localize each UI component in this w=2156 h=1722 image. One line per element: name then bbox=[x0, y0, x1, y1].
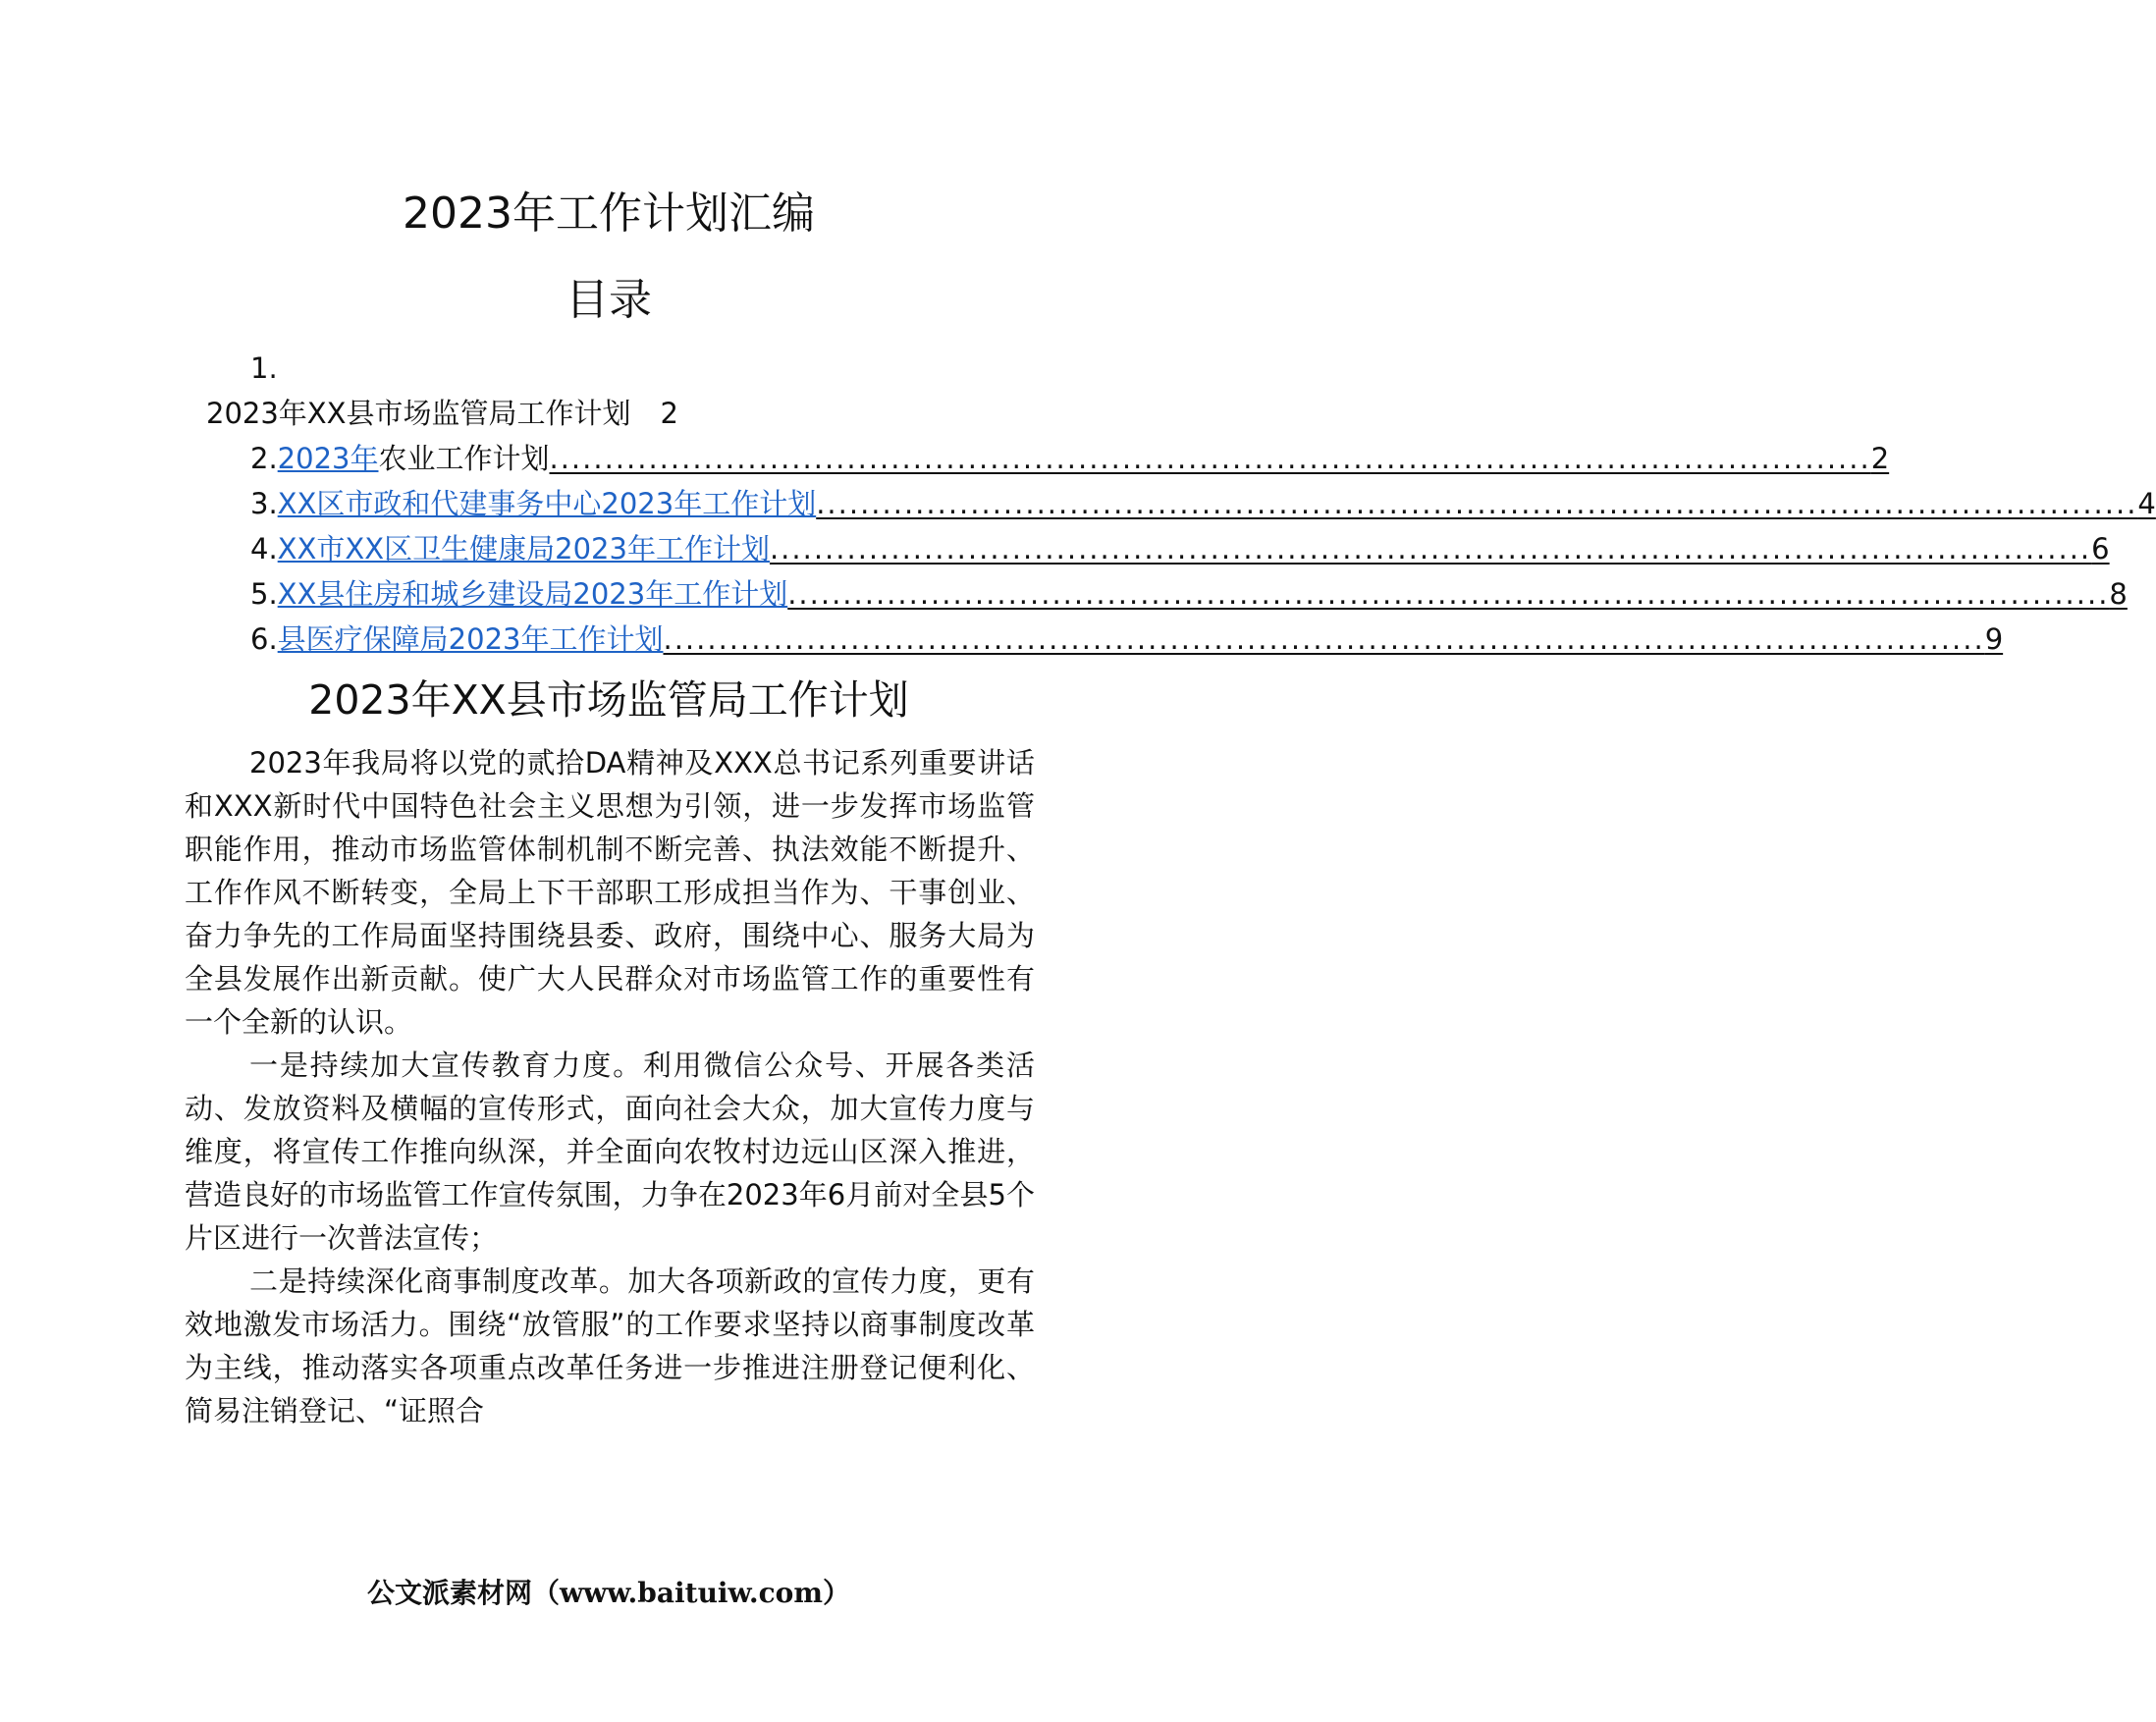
toc-first-number: 1. bbox=[250, 351, 278, 385]
paragraph-intro: 2023年我局将以党的贰拾DA精神及XXX总书记系列重要讲话和XXX新时代中国特色社会主义思想为引领，进一步发挥市场监管职能作用，推动市场监管体制机制不断完善、执法效能不断提升、工作作风不断转变，全局上下干部职工形成担当作为、干事创业、奋力争先的工作局面坚持围绕县委、政府，围绕中心、服务大局为全县发展作出新贡献。使广大人民群众对市场监管工作的重要性有一个全新的认识。 bbox=[185, 746, 1035, 1039]
paragraph-point-two: 二是持续深化商事制度改革。加大各项新政的宣传力度，更有效地激发市场活力。围绕“放管服”的工作要求坚持以商事制度改革为主线，推动落实各项重点改革任务进一步推进注册登记便利化、简易注销登记、“证照合 bbox=[185, 1265, 1035, 1427]
section-title: 2023年XX县市场监管局工作计划 bbox=[308, 676, 909, 724]
toc-item-page: 8 bbox=[2109, 577, 2128, 611]
toc-first-page: 2 bbox=[660, 397, 678, 430]
toc-item-number: 3. bbox=[250, 487, 278, 520]
toc-leader-dots: ........................................................................................................................ bbox=[787, 577, 2110, 611]
paragraph-point-one: 一是持续加大宣传教育力度。利用微信公众号、开展各类活动、发放资料及横幅的宣传形式，面向社会大众，加大宣传力度与维度，将宣传工作推向纵深，并全面向农牧村边远山区深入推进，营造良好的市场监管工作宣传氛围，力争在2023年6月前对全县5个片区进行一次普法宣传； bbox=[185, 1049, 1035, 1255]
toc-item-number: 2. bbox=[250, 442, 278, 475]
toc-leader-dots: ........................................................................................................................ bbox=[816, 487, 2138, 520]
footer-watermark: 公文派素材网（www.baituiw.com） bbox=[367, 1577, 850, 1609]
toc-item-number: 6. bbox=[250, 622, 278, 656]
table-of-contents bbox=[250, 436, 2156, 662]
toc-first-label: 2023年XX县市场监管局工作计划 bbox=[206, 397, 631, 430]
toc-item-page: 2 bbox=[1870, 442, 1890, 475]
toc-leader-dots: ........................................................................................................................ bbox=[549, 442, 1871, 475]
toc-item-link[interactable]: XX市XX区卫生健康局2023年工作计划 bbox=[277, 532, 770, 565]
toc-item[interactable] bbox=[250, 436, 1890, 481]
toc-item-label: 农业工作计划 bbox=[378, 442, 550, 475]
toc-item[interactable] bbox=[250, 571, 2128, 617]
toc-first-entry[interactable] bbox=[206, 396, 678, 431]
toc-item[interactable] bbox=[250, 526, 2110, 571]
toc-item-link[interactable]: 2023年 bbox=[277, 442, 379, 475]
document-title: 2023年工作计划汇编 bbox=[403, 188, 815, 239]
toc-item[interactable] bbox=[250, 481, 2156, 526]
toc-item-page: 4 bbox=[2137, 487, 2156, 520]
toc-leader-dots: ........................................................................................................................ bbox=[769, 532, 2092, 565]
toc-item-number: 5. bbox=[250, 577, 278, 611]
toc-item-link[interactable]: XX区市政和代建事务中心2023年工作计划 bbox=[277, 487, 817, 520]
toc-leader-dots: ........................................................................................................................ bbox=[663, 622, 1985, 656]
body-text bbox=[185, 741, 1035, 1432]
toc-item-link[interactable]: XX县住房和城乡建设局2023年工作计划 bbox=[277, 577, 788, 611]
toc-heading: 目录 bbox=[566, 275, 652, 325]
toc-item-page: 6 bbox=[2091, 532, 2110, 565]
toc-item-link[interactable]: 县医疗保障局2023年工作计划 bbox=[277, 622, 664, 656]
toc-item-number: 4. bbox=[250, 532, 278, 565]
toc-item[interactable] bbox=[250, 617, 2004, 662]
toc-item-page: 9 bbox=[1984, 622, 2004, 656]
